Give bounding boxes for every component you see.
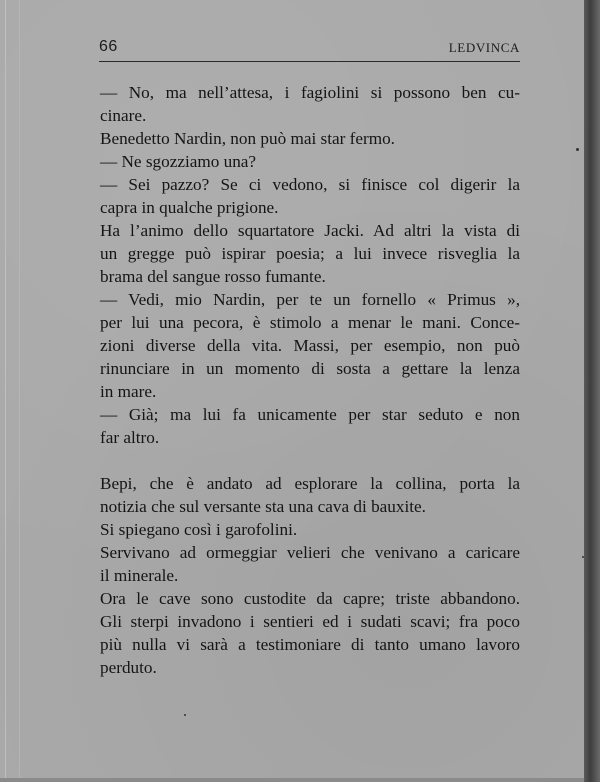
text-line: Benedetto Nardin, non può mai star fermo. (100, 129, 395, 148)
text-line: notizia che sul versante sta una cava di bauxite. (100, 497, 426, 516)
text-line: rinunciare in un momento di sosta a gettare la lenza (100, 359, 520, 378)
paragraph (100, 150, 520, 173)
paragraph (100, 127, 520, 150)
text-line: per lui una pecora, è stimolo a menar le mani. Conce- (100, 313, 520, 332)
text-line: cinare. (100, 106, 147, 125)
paragraph (100, 518, 520, 541)
text-line: il minerale. (100, 566, 179, 585)
paragraph (100, 81, 520, 127)
page-number: 66 (99, 38, 118, 55)
text-line: Ora le cave sono custodite da capre; triste abbandono. (100, 589, 520, 608)
text-line: brama del sangue rosso fumante. (100, 267, 326, 286)
paper-speck (184, 714, 186, 716)
section-break (100, 449, 520, 472)
text-line: Bepi, che è andato ad esplorare la collina, porta la (100, 474, 520, 493)
paragraph (100, 288, 520, 403)
text-line: più nulla vi sarà a testimoniare di tanto umano lavoro (100, 635, 520, 654)
text-line: — Ne sgozziamo una? (100, 152, 257, 171)
text-line: — Vedi, mio Nardin, per te un fornello « Primus », (100, 290, 520, 309)
text-line: un gregge può ispirar poesia; a lui invece risveglia la (100, 244, 520, 263)
text-line: Si spiegano così i garofolini. (100, 520, 298, 539)
paragraph (100, 219, 520, 288)
text-line: Gli sterpi invadono i sentieri ed i sudati scavi; fra poco (100, 612, 520, 631)
paragraph (100, 472, 520, 518)
paragraph (100, 587, 520, 679)
paragraph (100, 403, 520, 449)
body-text (100, 81, 520, 679)
text-line: Ha l’animo dello squartatore Jacki. Ad altri la vista di (100, 221, 520, 240)
page-bottom-edge (0, 778, 584, 782)
binding-line (5, 0, 6, 782)
text-line: perduto. (100, 658, 157, 677)
paragraph (100, 541, 520, 587)
text-line: capra in qualche prigione. (100, 198, 279, 217)
page-header (99, 38, 520, 60)
text-line: — Sei pazzo? Se ci vedono, si finisce col digerir la (100, 175, 520, 194)
running-title: LEDVINCA (448, 40, 520, 55)
text-line: in mare. (100, 382, 157, 401)
text-line: — No, ma nell’attesa, i fagiolini si possono ben cu- (100, 83, 520, 102)
paper-speck (576, 148, 579, 151)
text-line: Servivano ad ormeggiar velieri che venivano a caricare (100, 543, 520, 562)
text-line: zioni diverse della vita. Massi, per esempio, non può (100, 336, 520, 355)
page-edge-shadow (584, 0, 600, 782)
paragraph (100, 173, 520, 219)
text-line: — Già; ma lui fa unicamente per star seduto e non (100, 405, 520, 424)
binding-line (19, 0, 20, 782)
text-line: far altro. (100, 428, 160, 447)
header-rule (99, 61, 520, 62)
